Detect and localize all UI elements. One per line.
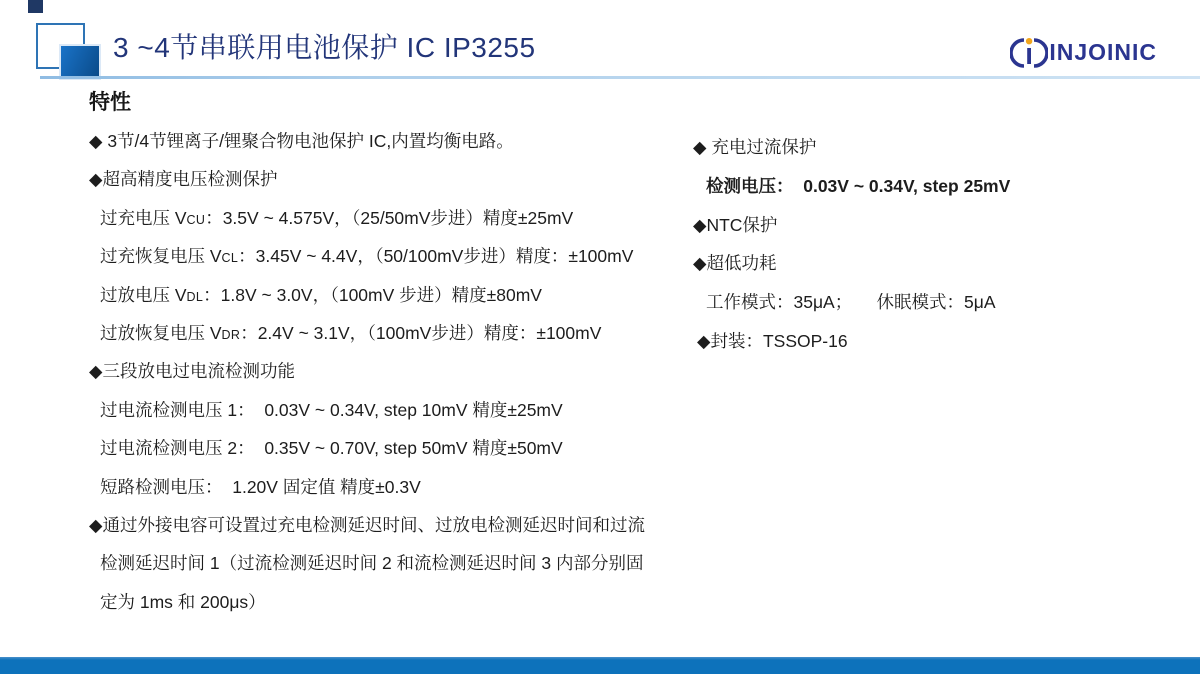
feature-text: 检测延迟时间 1（过流检测延迟时间 2 和流检测延迟时间 3 内部分别固	[100, 553, 644, 574]
subscript-text: CU	[186, 212, 206, 227]
feature-text: ◆ 充电过流保护	[693, 137, 817, 157]
feature-line	[693, 128, 1173, 167]
feature-text: 短路检测电压： 1.20V 固定值 精度±0.3V	[100, 476, 421, 497]
feature-text: 过电流检测电压 2： 0.35V ~ 0.70V, step 50mV 精度±50mV	[100, 438, 563, 459]
feature-text: 过放恢复电压 V	[100, 322, 222, 343]
feature-line	[693, 206, 1173, 245]
feature-text: 过电流检测电压 1： 0.03V ~ 0.34V, step 10mV 精度±25mV	[100, 399, 563, 420]
feature-text: 工作模式：35μA； 休眠模式：5μA	[706, 292, 996, 313]
feature-line	[89, 237, 689, 275]
injoinic-logo-icon	[1010, 33, 1048, 71]
feature-line	[89, 468, 689, 506]
feature-column-left	[89, 122, 689, 621]
feature-line	[89, 160, 689, 198]
feature-line	[89, 429, 689, 467]
feature-line	[693, 322, 1173, 361]
feature-text: 过充恢复电压 V	[100, 246, 222, 267]
subscript-text: CL	[221, 251, 239, 266]
feature-text: ：3.5V ~ 4.575V，（25/50mV步进）精度±25mV	[205, 207, 574, 228]
feature-text: ◆封装：TSSOP-16	[697, 330, 848, 351]
feature-line	[693, 244, 1173, 283]
feature-text: ：3.45V ~ 4.4V，（50/100mV步进）精度：±100mV	[238, 246, 634, 267]
feature-text: 过充电压 V	[100, 207, 187, 228]
feature-column-right	[693, 128, 1173, 361]
page-title: 3 ~4节串联用电池保护 IC IP3255	[113, 32, 536, 63]
feature-line	[89, 276, 689, 314]
filled-square-decoration	[59, 44, 101, 80]
header-divider	[40, 76, 1200, 79]
feature-line	[89, 314, 689, 352]
feature-text: ◆通过外接电容可设置过充电检测延迟时间、过放电检测延迟时间和过流	[89, 514, 645, 535]
feature-line	[693, 283, 1173, 322]
feature-text: ◆超高精度电压检测保护	[89, 169, 278, 190]
feature-text: ◆ 3节/4节锂离子/锂聚合物电池保护 IC,内置均衡电路。	[89, 131, 514, 151]
corner-square-decoration	[28, 0, 43, 13]
section-heading: 特性	[89, 91, 131, 114]
feature-line	[693, 167, 1173, 206]
feature-text: ：1.8V ~ 3.0V，（100mV 步进）精度±80mV	[203, 284, 542, 305]
feature-line	[89, 352, 689, 390]
feature-text: ：2.4V ~ 3.1V，（100mV步进）精度：±100mV	[240, 322, 602, 343]
subscript-text: DL	[186, 289, 204, 304]
subscript-text: DR	[221, 327, 241, 342]
feature-line	[89, 391, 689, 429]
feature-text: 过放电压 V	[100, 284, 187, 305]
injoinic-logo-text: INJOINIC	[1049, 38, 1157, 65]
feature-line	[89, 583, 689, 621]
injoinic-logo	[1010, 33, 1157, 71]
feature-text: ◆三段放电过电流检测功能	[89, 361, 295, 382]
feature-text: ◆NTC保护	[693, 214, 778, 235]
feature-line	[89, 544, 689, 582]
feature-line	[89, 506, 689, 544]
bottom-bar-decoration	[0, 657, 1200, 674]
feature-line	[89, 122, 689, 160]
feature-text: ◆超低功耗	[693, 253, 777, 274]
feature-text: 定为 1ms 和 200μs）	[100, 591, 266, 612]
feature-text: 检测电压： 0.03V ~ 0.34V, step 25mV	[706, 175, 1011, 196]
feature-line	[89, 199, 689, 237]
